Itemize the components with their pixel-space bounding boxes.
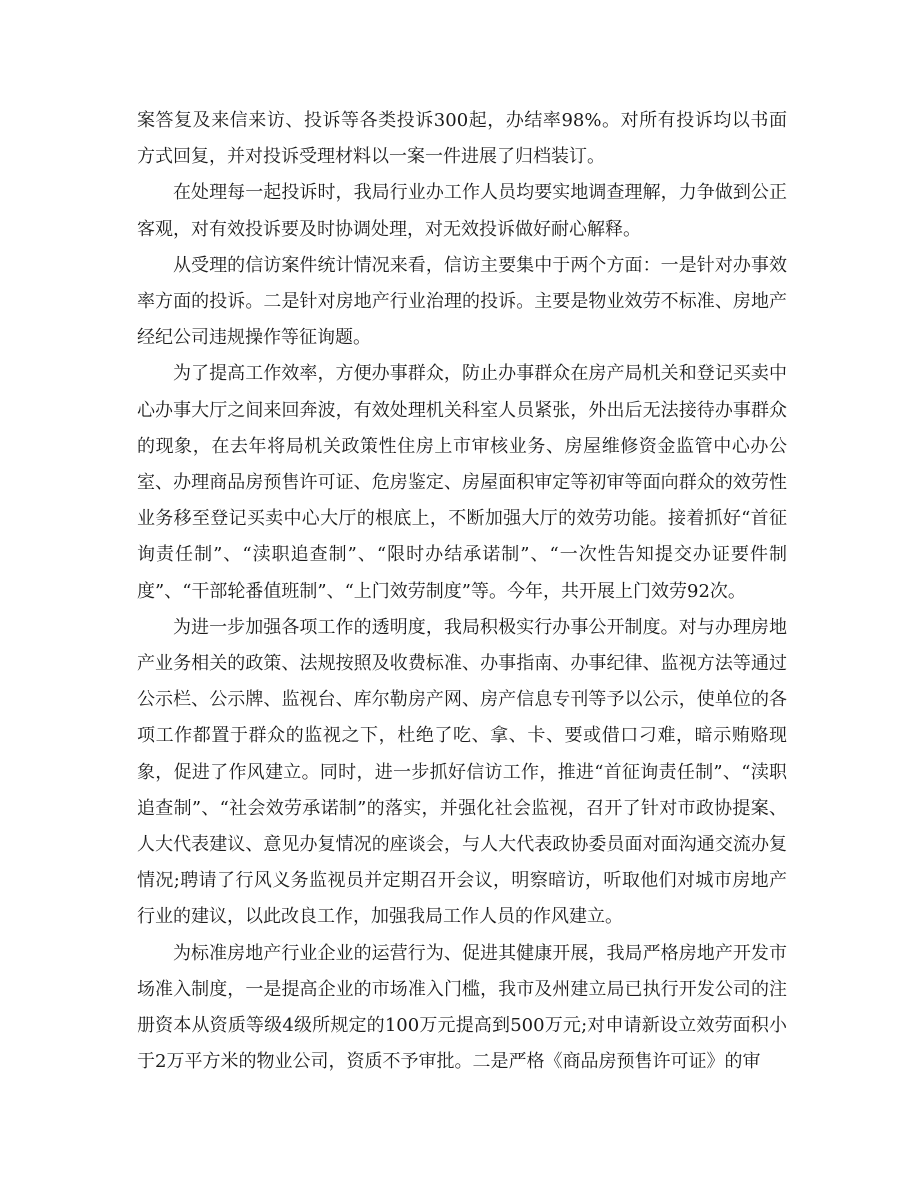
paragraph-market-access: 为标准房地产行业企业的运营行为、促进其健康开展，我局严格房地产开发市场准入制度，一是提高企业的市场准入门槛，我市及州建立局已执行开发公司的注册资本从资质等级4级所规定的100万元提高到500万元;对申请新设立效劳面积小于2万平方米的物业公司，资质不予审批。二是严格《商品房预售许可证》的审	[137, 942, 787, 1073]
paragraph-service-hall: 为了提高工作效率，方便办事群众，防止办事群众在房产局机关和登记买卖中心办事大厅之间来回奔波，有效处理机关科室人员紧张，外出后无法接待办事群众的现象，在去年将局机关政策性住房上市审核业务、房屋维修资金监管中心办公室、办理商品房预售许可证、危房鉴定、房屋面积审定等初审等面向群众的效劳性业务移至登记买卖中心大厅的根底上，不断加强大厅的效劳功能。接着抓好“首征询责任制”、“渎职追查制”、“限时办结承诺制”、“一次性告知提交办证要件制度”、“干部轮番值班制”、“上门效劳制度”等。今年，共开展上门效劳92次。	[137, 363, 787, 602]
document-body	[137, 103, 787, 1080]
paragraph-transparency: 为进一步加强各项工作的透明度，我局积极实行办事公开制度。对与办理房地产业务相关的政策、法规按照及收费标准、办事指南、办事纪律、监视方法等通过公示栏、公示牌、监视台、库尔勒房产网、房产信息专刊等予以公示，使单位的各项工作都置于群众的监视之下，杜绝了吃、拿、卡、要或借口刁难，暗示贿赂现象，促进了作风建立。同时，进一步抓好信访工作，推进“首征询责任制”、“渎职追查制”、“社会效劳承诺制”的落实，并强化社会监视，召开了针对市政协提案、人大代表建议、意见办复情况的座谈会，与人大代表政协委员面对面沟通交流办复情况;聘请了行风义务监视员并定期召开会议，明察暗访，听取他们对城市房地产行业的建议，以此改良工作，加强我局工作人员的作风建立。	[137, 616, 787, 928]
paragraph-complaint-handling: 在处理每一起投诉时，我局行业办工作人员均要实地调查理解，力争做到公正客观，对有效投诉要及时协调处理，对无效投诉做好耐心解释。	[137, 182, 787, 240]
paragraph-petition-analysis: 从受理的信访案件统计情况来看，信访主要集中于两个方面：一是针对办事效率方面的投诉。二是针对房地产行业治理的投诉。主要是物业效劳不标准、房地产经纪公司违规操作等征询题。	[137, 254, 787, 349]
paragraph-complaint-stats: 案答复及来信来访、投诉等各类投诉300起，办结率98%。对所有投诉均以书面方式回复，并对投诉受理材料以一案一件进展了归档装订。	[137, 110, 787, 168]
